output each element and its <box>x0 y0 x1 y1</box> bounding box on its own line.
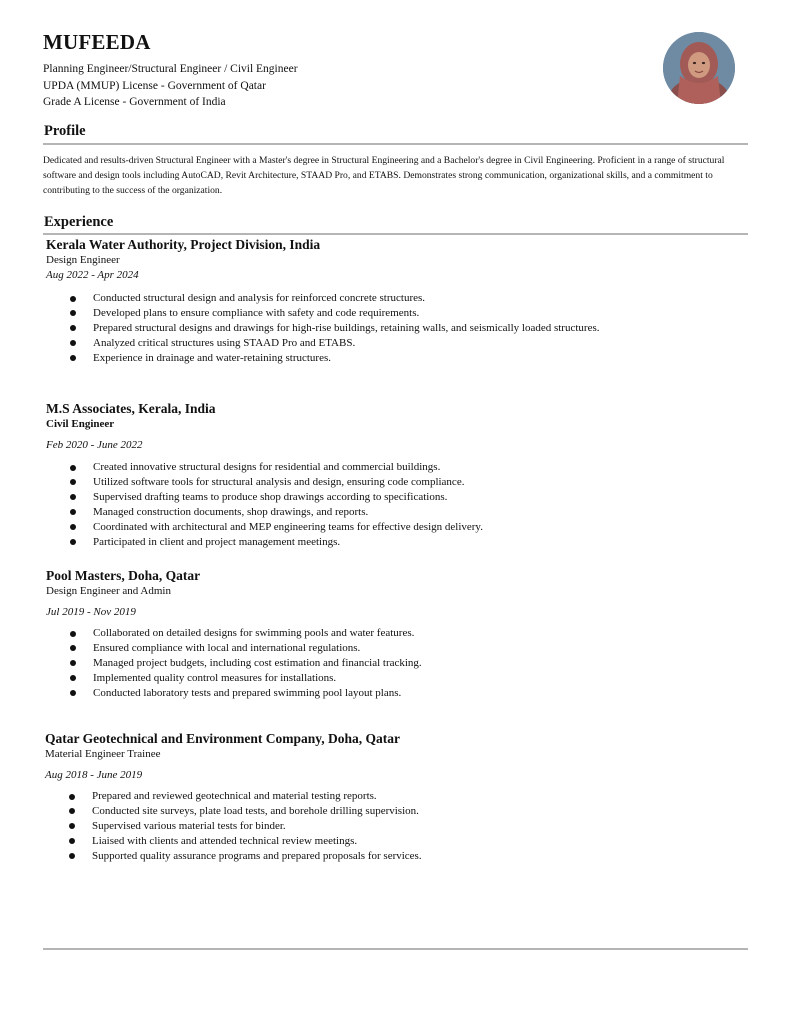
job-role: Design Engineer and Admin <box>46 585 171 597</box>
job-dates: Feb 2020 - June 2022 <box>46 439 143 451</box>
bullet-icon <box>70 494 76 500</box>
job-bullets <box>46 460 736 549</box>
bullet-icon <box>70 355 76 361</box>
job-entry <box>46 400 736 549</box>
footer-divider <box>43 948 748 950</box>
job-bullet: Experience in drainage and water-retaining structures. <box>46 351 633 366</box>
bullet-icon <box>69 838 75 844</box>
bullet-icon <box>70 465 76 471</box>
bullet-icon <box>70 631 76 637</box>
portrait-image <box>663 32 735 104</box>
experience-heading: Experience <box>44 214 114 230</box>
job-bullet: Prepared and reviewed geotechnical and material testing reports. <box>45 789 632 804</box>
job-bullet: Managed project budgets, including cost estimation and financial tracking. <box>46 656 633 671</box>
candidate-name: MUFEEDA <box>43 30 151 54</box>
bullet-icon <box>70 675 76 681</box>
bullet-icon <box>70 539 76 545</box>
job-bullet: Developed plans to ensure compliance with safety and code requirements. <box>46 306 633 321</box>
job-role: Design Engineer <box>46 254 120 266</box>
job-bullet: Analyzed critical structures using STAAD Pro and ETABS. <box>46 336 633 351</box>
job-bullet: Supervised drafting teams to produce shop drawings according to specifications. <box>46 490 633 505</box>
bullet-icon <box>70 310 76 316</box>
job-bullet: Created innovative structural designs for residential and commercial buildings. <box>46 460 633 475</box>
job-bullet: Conducted site surveys, plate load tests, and borehole drilling supervision. <box>45 804 632 819</box>
job-bullet: Managed construction documents, shop drawings, and reports. <box>46 505 633 520</box>
job-role: Civil Engineer <box>46 418 115 430</box>
bullet-icon <box>70 340 76 346</box>
job-bullets <box>46 626 736 701</box>
profile-summary: Dedicated and results-driven Structural Engineer with a Master's degree in Structural Engineering and a Bachelor's degree in Civil Engineering. Proficient in a range of structural software and design tools including AutoCAD, Revit Architecture, STAAD Pro, and ETABS. Demonstrates strong communication, organizational skills, and a commitment to contributing to the success of the organization. <box>43 155 725 196</box>
bullet-icon <box>70 524 76 530</box>
profile-divider <box>43 143 748 145</box>
job-dates: Aug 2018 - June 2019 <box>45 769 143 781</box>
bullet-icon <box>69 794 75 800</box>
bullet-icon <box>69 808 75 814</box>
bullet-icon <box>69 853 75 859</box>
header-license-qatar: UPDA (MMUP) License - Government of Qatar <box>43 79 266 92</box>
job-company: Kerala Water Authority, Project Division, India <box>46 237 321 252</box>
job-bullet: Supervised various material tests for binder. <box>45 819 632 834</box>
profile-heading: Profile <box>44 123 86 139</box>
job-bullet: Coordinated with architectural and MEP engineering teams for effective design delivery. <box>46 520 633 535</box>
job-bullet: Conducted structural design and analysis for reinforced concrete structures. <box>46 291 633 306</box>
header-details <box>43 61 298 111</box>
job-bullet: Liaised with clients and attended technical review meetings. <box>45 834 632 849</box>
job-bullet: Collaborated on detailed designs for swimming pools and water features. <box>46 626 633 641</box>
job-entry <box>46 567 736 701</box>
job-entry <box>46 236 736 366</box>
job-company: Qatar Geotechnical and Environment Company, Doha, Qatar <box>45 731 401 746</box>
job-bullet: Participated in client and project management meetings. <box>46 535 633 550</box>
bullet-icon <box>70 645 76 651</box>
job-bullet: Conducted laboratory tests and prepared swimming pool layout plans. <box>46 686 633 701</box>
job-bullet: Supported quality assurance programs and prepared proposals for services. <box>45 849 632 864</box>
header-title-line: Planning Engineer/Structural Engineer / Civil Engineer <box>43 63 298 75</box>
bullet-icon <box>70 296 76 302</box>
job-dates: Jul 2019 - Nov 2019 <box>46 606 136 618</box>
bullet-icon <box>70 325 76 331</box>
job-bullet: Prepared structural designs and drawings for high-rise buildings, retaining walls, and seismically loaded structures. <box>46 321 653 336</box>
header-license-india: Grade A License - Government of India <box>43 96 226 108</box>
job-entry <box>45 730 735 864</box>
job-bullet: Implemented quality control measures for installations. <box>46 671 633 686</box>
bullet-icon <box>70 660 76 666</box>
job-dates: Aug 2022 - Apr 2024 <box>46 269 139 281</box>
bullet-icon <box>69 823 75 829</box>
bullet-icon <box>70 690 76 696</box>
bullet-icon <box>70 509 76 515</box>
job-bullets <box>45 789 735 864</box>
job-company: Pool Masters, Doha, Qatar <box>46 568 201 583</box>
job-company: M.S Associates, Kerala, India <box>46 401 216 416</box>
job-bullets <box>46 291 736 366</box>
bullet-icon <box>70 479 76 485</box>
profile-photo <box>663 32 735 104</box>
experience-divider <box>43 233 748 235</box>
job-bullet: Ensured compliance with local and international regulations. <box>46 641 633 656</box>
job-role: Material Engineer Trainee <box>45 748 161 760</box>
job-bullet: Utilized software tools for structural analysis and design, ensuring code compliance. <box>46 475 633 490</box>
